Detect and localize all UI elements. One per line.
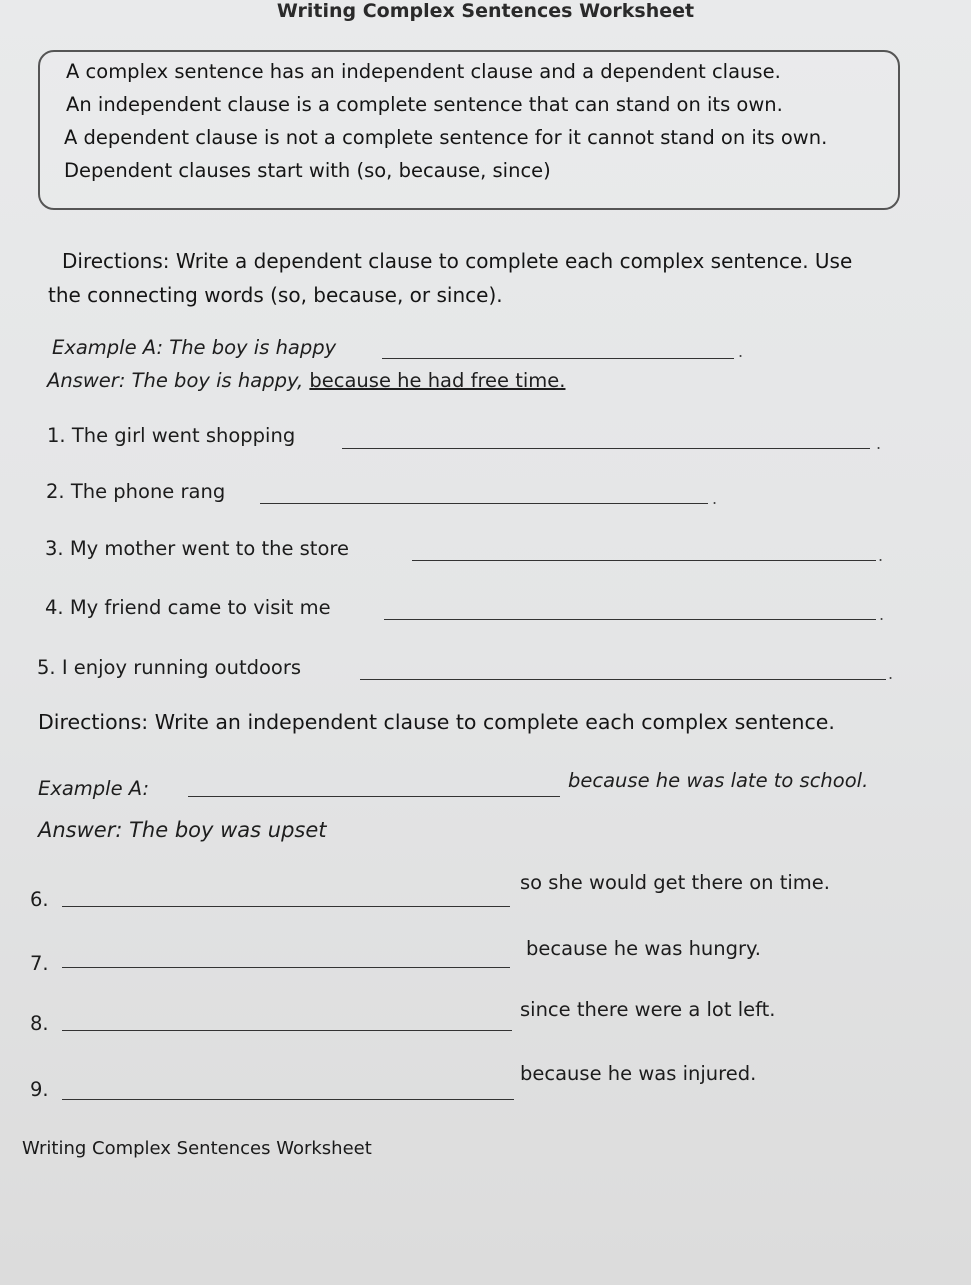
answer-blank-4[interactable]	[384, 619, 876, 620]
answer-blank-1[interactable]	[342, 448, 870, 449]
worksheet-title: Writing Complex Sentences Worksheet	[276, 0, 695, 22]
period: .	[876, 434, 882, 453]
item-number: 3.	[45, 537, 64, 560]
answer-clause: because he had free time.	[309, 369, 566, 392]
example-a-part1	[52, 336, 336, 359]
item-number: 4.	[45, 596, 64, 619]
item-number: 1.	[47, 424, 66, 447]
item-9-clause: because he was injured.	[520, 1062, 757, 1085]
item-9-number: 9.	[30, 1078, 49, 1101]
answer-blank-9[interactable]	[62, 1099, 514, 1100]
period: .	[879, 605, 885, 624]
period: .	[712, 489, 718, 508]
directions-text: Write an independent clause to complete each complex sentence.	[154, 710, 835, 734]
answer-label: Answer:	[47, 369, 126, 392]
part2-directions	[38, 710, 835, 734]
item-1	[47, 424, 295, 447]
definition-line-2: An independent clause is a complete sentence that can stand on its own.	[66, 93, 783, 116]
item-text: The phone rang	[70, 480, 226, 503]
example-answer-part1	[47, 369, 565, 392]
period: .	[878, 546, 884, 565]
definition-line-3: A dependent clause is not a complete sentence for it cannot stand on its own.	[64, 126, 828, 149]
definition-line-1: A complex sentence has an independent clause and a dependent clause.	[66, 60, 781, 83]
example-text: The boy is happy	[169, 336, 337, 359]
example-blank-line	[382, 358, 734, 359]
period: .	[888, 664, 894, 683]
answer-blank-5[interactable]	[360, 679, 886, 680]
item-7-clause: because he was hungry.	[526, 937, 761, 960]
item-text: I enjoy running outdoors	[61, 656, 302, 679]
answer-text: The boy was upset	[129, 818, 327, 842]
answer-blank-3[interactable]	[412, 560, 876, 561]
item-number: 5.	[37, 656, 56, 679]
item-6-clause: so she would get there on time.	[520, 871, 830, 894]
item-5	[37, 656, 301, 679]
item-6-number: 6.	[30, 888, 49, 911]
example-label: Example A:	[52, 336, 164, 359]
answer-label: Answer:	[38, 818, 123, 842]
definition-line-4: Dependent clauses start with (so, because, since)	[64, 159, 551, 182]
answer-blank-8[interactable]	[62, 1030, 512, 1031]
item-3	[45, 537, 349, 560]
example-a-label-part2: Example A:	[38, 777, 150, 800]
part1-directions	[62, 249, 852, 273]
item-text: My mother went to the store	[69, 537, 349, 560]
period: .	[738, 342, 744, 361]
item-2	[46, 480, 225, 503]
answer-blank-2[interactable]	[260, 503, 708, 504]
part1-directions-line2: the connecting words (so, because, or since).	[48, 283, 503, 307]
footer-title: Writing Complex Sentences Worksheet	[22, 1138, 372, 1159]
example-answer-part2	[38, 818, 327, 842]
item-8-clause: since there were a lot left.	[520, 998, 776, 1021]
item-4	[45, 596, 331, 619]
item-7-number: 7.	[30, 952, 49, 975]
item-number: 2.	[46, 480, 65, 503]
item-text: My friend came to visit me	[69, 596, 331, 619]
item-text: The girl went shopping	[71, 424, 296, 447]
directions-label: Directions:	[62, 249, 170, 273]
answer-prefix: The boy is happy,	[131, 369, 304, 392]
answer-blank-6[interactable]	[62, 906, 510, 907]
answer-blank-7[interactable]	[62, 967, 510, 968]
example-blank-line	[188, 796, 560, 797]
directions-text: Write a dependent clause to complete each complex sentence. Use	[175, 249, 853, 273]
item-8-number: 8.	[30, 1012, 49, 1035]
example-clause-part2: because he was late to school.	[568, 769, 869, 792]
directions-label: Directions:	[38, 710, 149, 734]
